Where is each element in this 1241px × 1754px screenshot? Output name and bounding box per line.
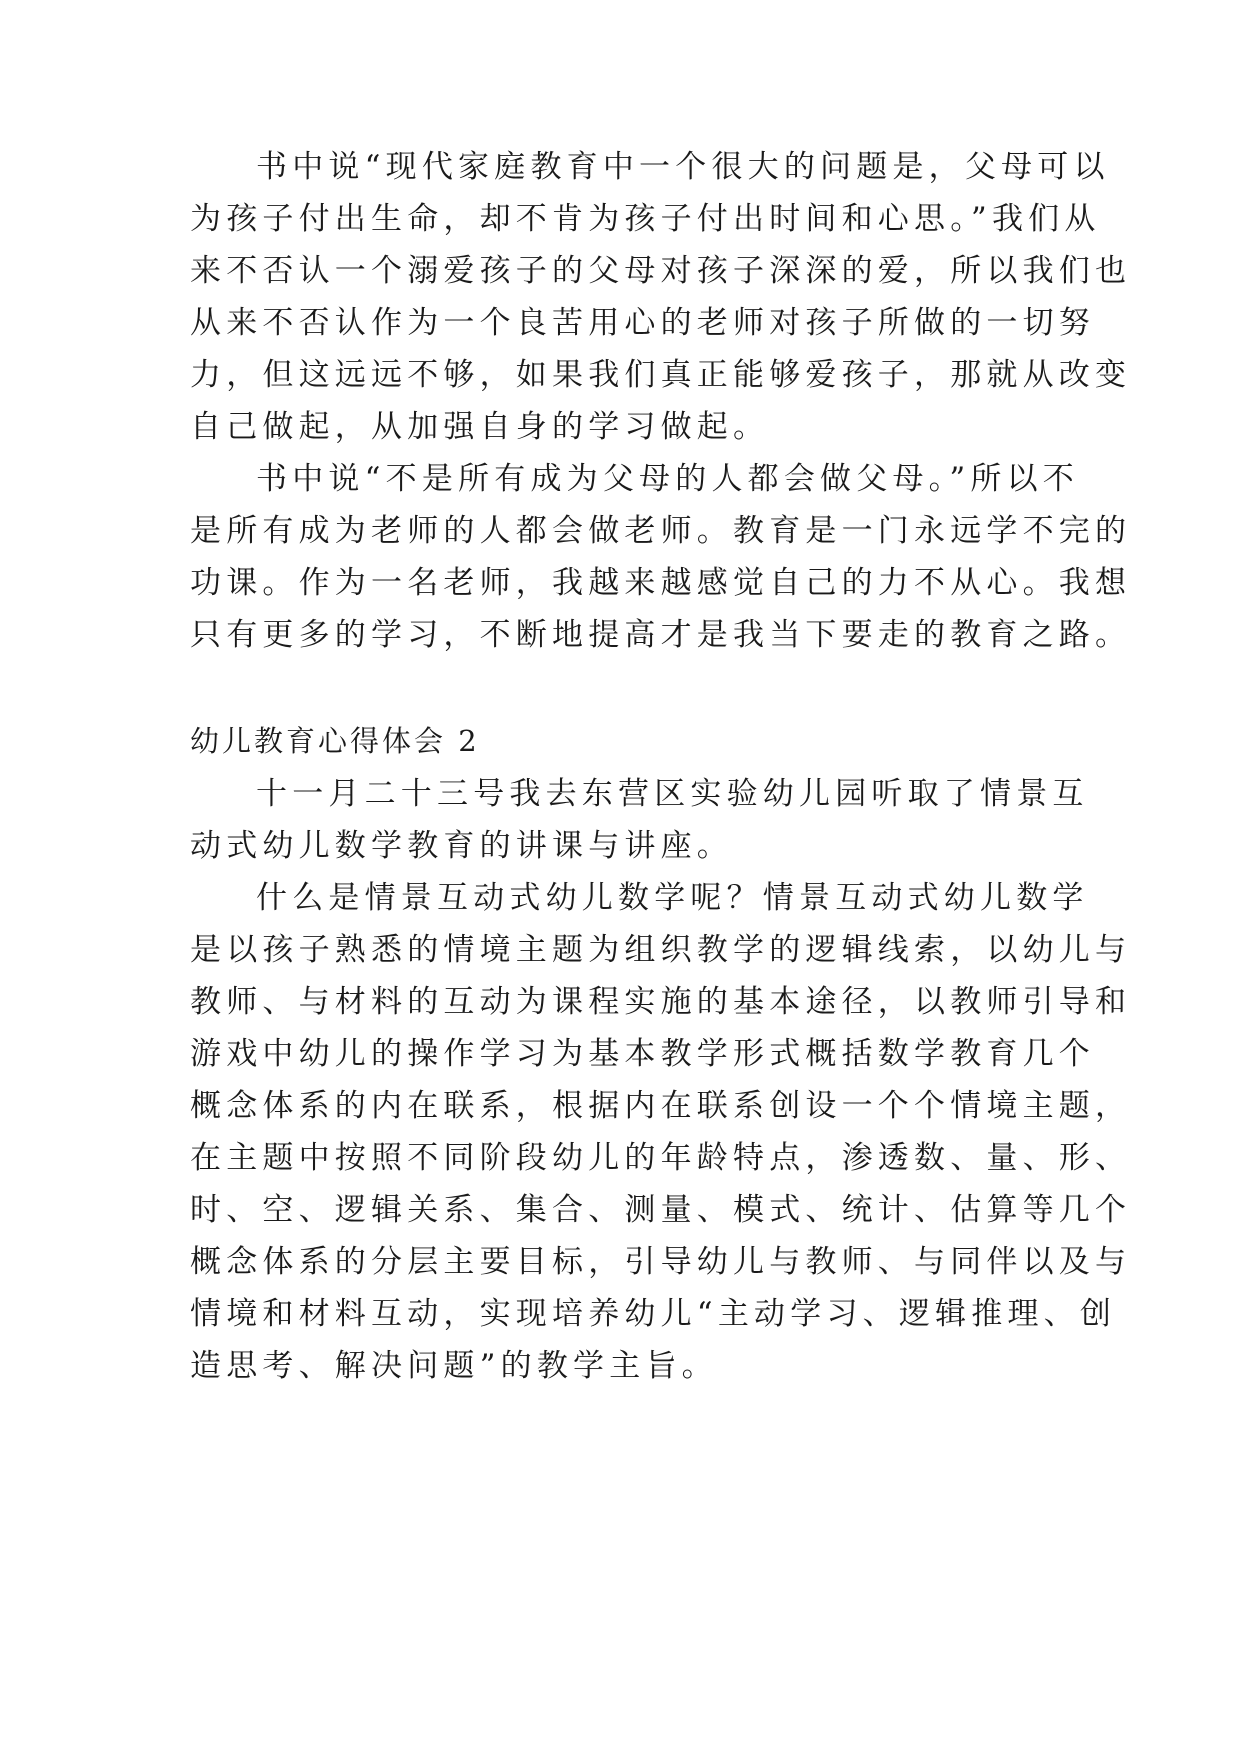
- paragraph-4-line-2: 是以孩子熟悉的情境主题为组织教学的逻辑线索，以幼儿与: [190, 932, 1132, 968]
- paragraph-4-line-1: 什么是情景互动式幼儿数学呢？情景互动式幼儿数学: [256, 880, 1089, 916]
- section-title: 幼儿教育心得体会 2: [190, 724, 480, 758]
- paragraph-4-line-4: 游戏中幼儿的操作学习为基本教学形式概括数学教育几个: [190, 1036, 1095, 1072]
- paragraph-1-line-1: 书中说“现代家庭教育中一个很大的问题是，父母可以: [256, 149, 1110, 185]
- paragraph-4-line-9: 情境和材料互动，实现培养幼儿“主动学习、逻辑推理、创: [190, 1296, 1117, 1332]
- paragraph-4-line-8: 概念体系的分层主要目标，引导幼儿与教师、与同伴以及与: [190, 1244, 1132, 1280]
- paragraph-2-line-2: 是所有成为老师的人都会做老师。教育是一门永远学不完的: [190, 513, 1132, 549]
- paragraph-3-line-2: 动式幼儿数学教育的讲课与讲座。: [190, 828, 733, 864]
- paragraph-2-line-3: 功课。作为一名老师，我越来越感觉自己的力不从心。我想: [190, 565, 1132, 601]
- paragraph-4-line-3: 教师、与材料的互动为课程实施的基本途径，以教师引导和: [190, 984, 1132, 1020]
- paragraph-2-line-4: 只有更多的学习，不断地提高才是我当下要走的教育之路。: [190, 617, 1132, 653]
- paragraph-1-line-4: 从来不否认作为一个良苦用心的老师对孩子所做的一切努: [190, 305, 1095, 341]
- paragraph-1-line-3: 来不否认一个溺爱孩子的父母对孩子深深的爱，所以我们也: [190, 253, 1132, 289]
- paragraph-1-line-5: 力，但这远远不够，如果我们真正能够爱孩子，那就从改变: [190, 357, 1132, 393]
- paragraph-2-line-1: 书中说“不是所有成为父母的人都会做父母。”所以不: [256, 461, 1079, 497]
- paragraph-4-line-10: 造思考、解决问题”的教学主旨。: [190, 1348, 718, 1384]
- paragraph-3-line-1: 十一月二十三号我去东营区实验幼儿园听取了情景互: [256, 776, 1089, 812]
- paragraph-4-line-6: 在主题中按照不同阶段幼儿的年龄特点，渗透数、量、形、: [190, 1140, 1132, 1176]
- paragraph-4-line-7: 时、空、逻辑关系、集合、测量、模式、统计、估算等几个: [190, 1192, 1132, 1228]
- paragraph-4-line-5: 概念体系的内在联系，根据内在联系创设一个个情境主题，: [190, 1088, 1132, 1124]
- paragraph-1-line-2: 为孩子付出生命，却不肯为孩子付出时间和心思。”我们从: [190, 201, 1101, 237]
- paragraph-1-line-6: 自己做起，从加强自身的学习做起。: [190, 409, 770, 445]
